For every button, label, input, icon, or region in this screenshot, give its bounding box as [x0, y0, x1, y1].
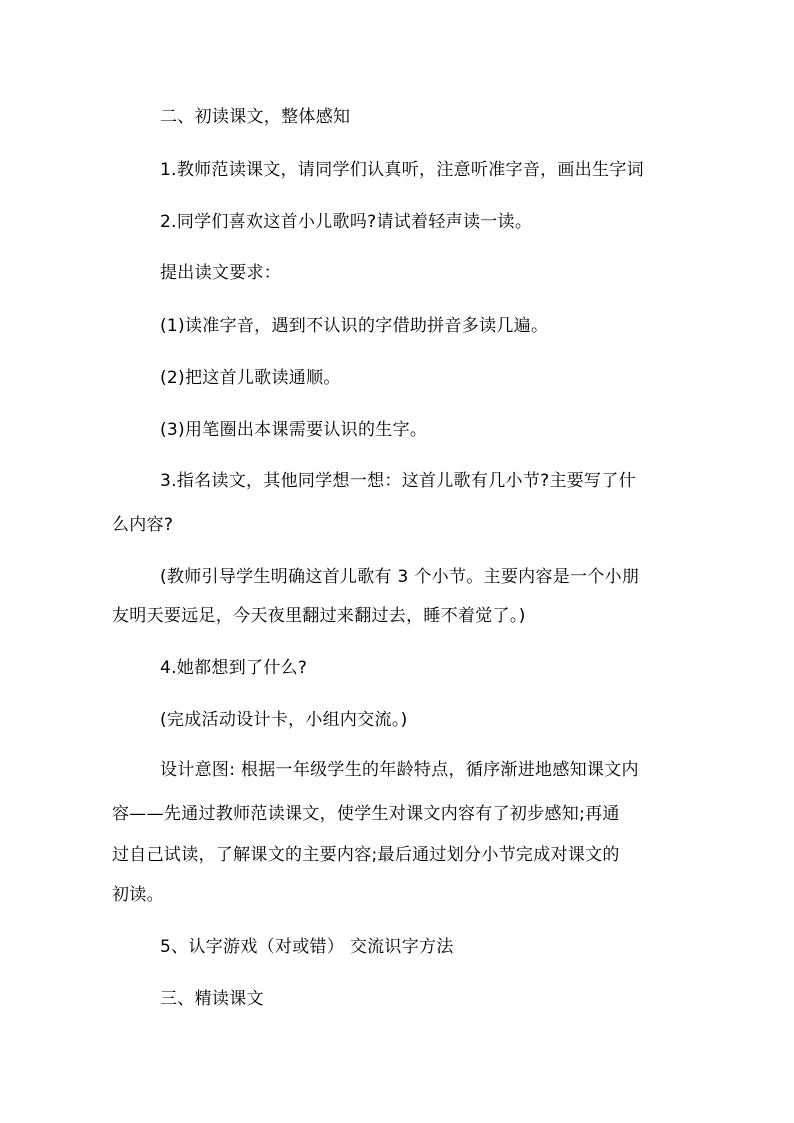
teacher-note-line2: 友明天要远足，今天夜里翻过来翻过去，睡不着觉了。): [112, 606, 526, 626]
design-intent-line4: 初读。: [112, 885, 164, 905]
design-intent-line1: 设计意图: 根据一年级学生的年龄特点，循序渐进地感知课文内: [160, 760, 639, 780]
section-two-heading: 二、初读课文，整体感知: [160, 107, 351, 127]
step-3-line2: 么内容?: [112, 515, 174, 535]
step-5-text: 5、认字游戏（对或错） 交流识字方法: [160, 937, 454, 957]
section-three-heading: 三、精读课文: [160, 989, 264, 1009]
requirements-intro: 提出读文要求：: [160, 263, 282, 283]
step-1-text: 1.教师范读课文，请同学们认真听，注意听准字音，画出生字词: [160, 160, 644, 180]
step-4-text: 4.她都想到了什么?: [160, 658, 308, 678]
step-3-line1: 3.指名读文，其他同学想一想：这首儿歌有几小节?主要写了什: [160, 471, 636, 491]
requirement-1: (1)读准字音，遇到不认识的字借助拼音多读几遍。: [160, 316, 549, 336]
design-intent-line3: 过自己试读，了解课文的主要内容;最后通过划分小节完成对课文的: [112, 845, 620, 865]
step-2-text: 2.同学们喜欢这首小儿歌吗?请试着轻声读一读。: [160, 212, 533, 232]
design-intent-line2: 容——先通过教师范读课文，使学生对课文内容有了初步感知;再通: [112, 804, 620, 824]
teacher-note-line1: (教师引导学生明确这首儿歌有 3 个小节。主要内容是一个小朋: [160, 567, 640, 587]
requirement-2: (2)把这首儿歌读通顺。: [160, 368, 341, 388]
activity-note: (完成活动设计卡，小组内交流。): [160, 710, 408, 730]
requirement-3: (3)用笔圈出本课需要认识的生字。: [160, 420, 428, 440]
